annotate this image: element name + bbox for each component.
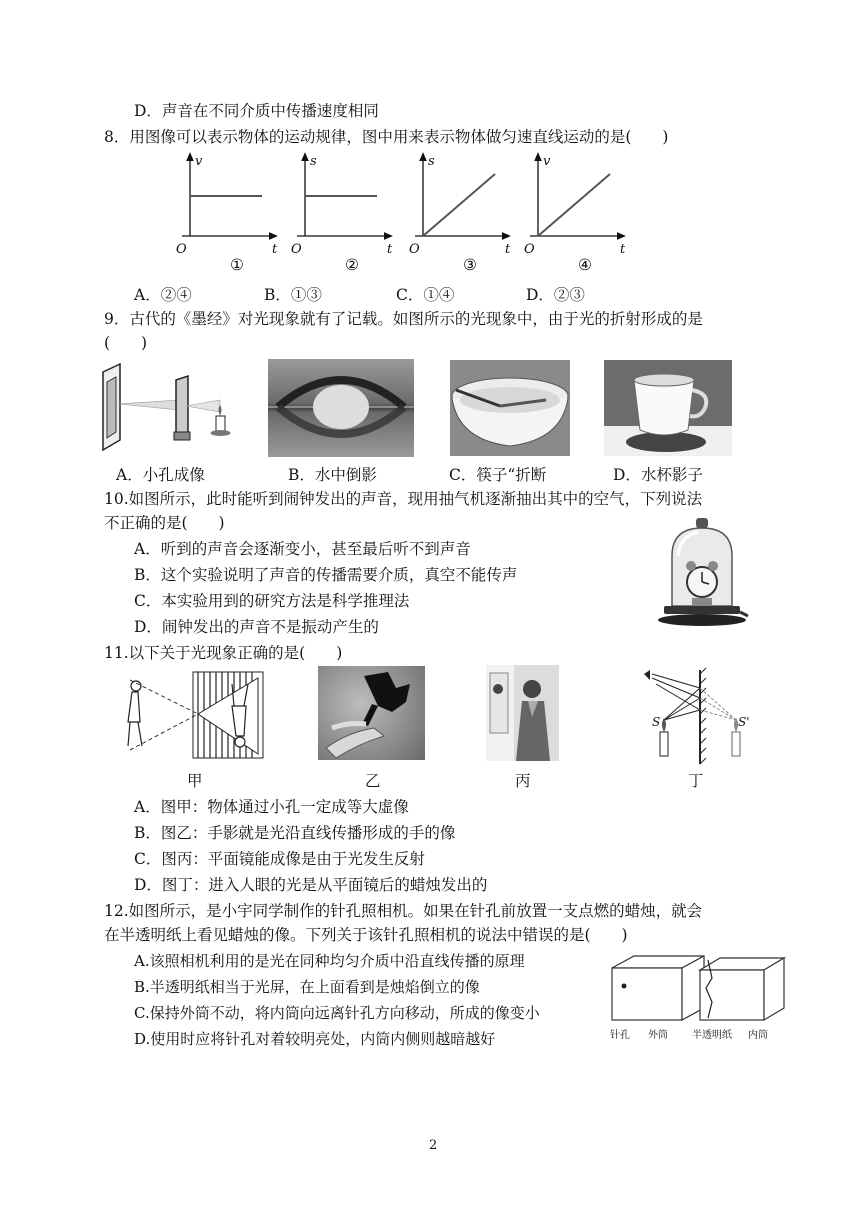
x-axis-label: t: [620, 242, 626, 257]
graph-1-label: ①: [230, 256, 244, 274]
pinhole-imaging-figure: [98, 362, 243, 452]
camera-label-outer-tube: 外筒: [648, 1030, 668, 1041]
camera-label-translucent-paper: 半透明纸: [692, 1030, 732, 1041]
q8-option-c: C．①④: [396, 286, 455, 304]
q12-stem-line1: 12.如图所示，是小宇同学制作的针孔照相机。如果在针孔前放置一支点燃的蜡烛，就会: [104, 902, 703, 920]
q9-caption-c: C．筷子“折断: [449, 466, 547, 484]
q10-stem-line1: 10.如图所示，此时能听到闹钟发出的声音，现用抽气机逐渐抽出其中的空气，下列说法: [104, 490, 703, 508]
q9-caption-b: B．水中倒影: [288, 466, 377, 484]
mirror-label-s: S: [652, 715, 661, 729]
q12-option-d: D.使用时应将针孔对着较明亮处，内筒内侧则越暗越好: [134, 1030, 496, 1048]
q7-option-d: D．声音在不同介质中传播速度相同: [134, 102, 379, 120]
q10-option-d: D．闹钟发出的声音不是振动产生的: [134, 618, 379, 636]
q12-option-b: B.半透明纸相当于光屏，在上面看到是烛焰倒立的像: [134, 978, 480, 996]
q8-option-a: A．②④: [134, 286, 192, 304]
q11-stem: 11.以下关于光现象正确的是( ): [104, 644, 343, 662]
camera-label-inner-tube: 内筒: [748, 1030, 768, 1041]
q9-stem-line2: ( ): [104, 334, 148, 352]
q10-option-c: C．本实验用到的研究方法是科学推理法: [134, 592, 410, 610]
graph-3-label: ③: [463, 256, 477, 274]
bridge-reflection-photo: [268, 359, 414, 457]
q11-caption-ding: 丁: [688, 772, 704, 790]
q12-stem-line2: 在半透明纸上看见蜡烛的像。下列关于该针孔照相机的说法中错误的是( ): [104, 926, 628, 944]
y-axis-label: s: [310, 154, 317, 169]
q11-option-a: A．图甲：物体通过小孔一定成等大虚像: [134, 798, 409, 816]
q12-option-c: C.保持外筒不动，将内筒向远离针孔方向移动，所成的像变小: [134, 1004, 540, 1022]
motion-graph-2: [291, 154, 393, 257]
x-axis-label: t: [505, 242, 511, 257]
graph-2-label: ②: [345, 256, 359, 274]
graph-line: [538, 174, 610, 236]
q11-caption-yi: 乙: [365, 772, 381, 790]
y-axis-label: s: [428, 154, 435, 169]
mirror-label-s-prime: S': [738, 715, 750, 729]
y-axis-label: v: [195, 154, 203, 169]
q10-stem-line2: 不正确的是( ): [104, 514, 225, 532]
q11-jia-pinhole-figure: [118, 666, 266, 762]
graph-line: [423, 174, 495, 236]
x-axis-label: t: [272, 242, 278, 257]
q11-caption-bing: 丙: [515, 772, 531, 790]
q12-option-a: A.该照相机利用的是光在同种均匀介质中沿直线传播的原理: [134, 952, 525, 970]
origin-label: O: [409, 242, 420, 257]
origin-label: O: [524, 242, 535, 257]
q11-ding-plane-mirror-figure: [638, 664, 754, 768]
q9-stem-line1: 9．古代的《墨经》对光现象就有了记载。如图所示的光现象中，由于光的折射形成的是: [104, 310, 703, 328]
motion-graph-4: [524, 154, 626, 257]
motion-graph-3: [409, 154, 511, 257]
cup-shadow-photo: [604, 360, 732, 456]
graph-4-label: ④: [578, 256, 592, 274]
page-number: 2: [429, 1138, 438, 1153]
q11-caption-jia: 甲: [187, 772, 203, 790]
q11-option-b: B．图乙：手影就是光沿直线传播形成的手的像: [134, 824, 456, 842]
q11-option-d: D．图丁：进入人眼的光是从平面镜后的蜡烛发出的: [134, 876, 488, 894]
y-axis-label: v: [543, 154, 551, 169]
motion-graph-1: [176, 154, 278, 257]
q9-caption-d: D．水杯影子: [613, 466, 703, 484]
pinhole-camera-figure: [608, 952, 788, 1044]
q10-option-b: B．这个实验说明了声音的传播需要介质，真空不能传声: [134, 566, 518, 584]
origin-label: O: [291, 242, 302, 257]
q8-option-d: D．②③: [526, 286, 585, 304]
camera-label-pinhole: 针孔: [610, 1030, 630, 1041]
q10-option-a: A．听到的声音会逐渐变小，甚至最后听不到声音: [134, 540, 471, 558]
chopstick-bowl-photo: [450, 360, 570, 456]
origin-label: O: [176, 242, 187, 257]
q8-motion-graphs: [170, 150, 630, 258]
q8-option-b: B．①③: [264, 286, 322, 304]
q11-yi-hand-shadow-photo: [318, 666, 425, 760]
q11-bing-mirror-photo: [486, 665, 559, 761]
q8-stem: 8．用图像可以表示物体的运动规律，图中用来表示物体做匀速直线运动的是( ): [104, 128, 669, 146]
q9-caption-a: A．小孔成像: [116, 466, 205, 484]
x-axis-label: t: [387, 242, 393, 257]
q11-option-c: C．图丙：平面镜能成像是由于光发生反射: [134, 850, 425, 868]
bell-jar-alarm-clock-figure: [654, 516, 750, 630]
